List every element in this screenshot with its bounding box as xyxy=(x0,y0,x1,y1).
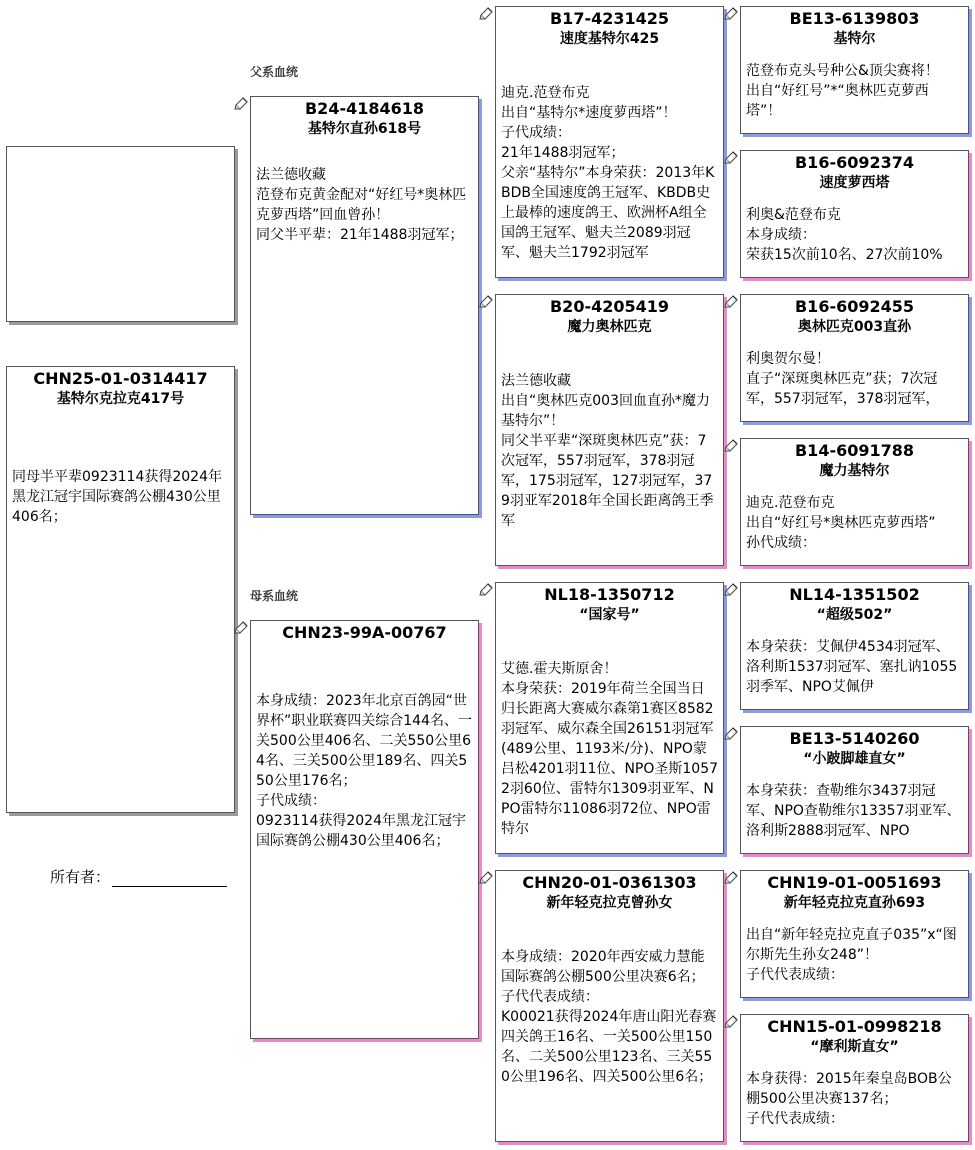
photo-placeholder xyxy=(6,146,235,322)
ggp-dds-info: 出自“新年轻克拉克直子035”x“图尔斯先生孙女248”！ 子代代表成绩： xyxy=(746,927,957,983)
ggp-sds-name: 奥林匹克003直孙 xyxy=(797,319,912,335)
ggp-ddd-card[interactable] xyxy=(740,1014,969,1142)
edit-icon[interactable] xyxy=(724,582,738,596)
owner-line[interactable] xyxy=(112,872,227,887)
gp-ss-ring: B17-4231425 xyxy=(549,9,670,28)
ggp-dsd-name: “小跛脚雄直女” xyxy=(803,751,906,767)
dam-info: 本身成绩：2023年北京百鸽园“世界杯”职业联赛四关综合144名、一关500公里406名、二关550公里64名、三关500公里189名、四关550公里176名； 子代成绩： 0923114获得2024年黑龙江冠宇国际赛鸽公棚430公里406名； xyxy=(256,693,472,849)
ggp-ssd-ring: B16-6092374 xyxy=(794,153,915,172)
ggp-sds-info: 利奥贺尔曼！ 直子“深斑奥林匹克”获；7次冠军，557羽冠军，378羽冠军， xyxy=(746,351,940,407)
ggp-sdd-ring: B14-6091788 xyxy=(794,441,915,460)
owner-label: 所有者： xyxy=(50,868,111,886)
gp-sire-sire-card[interactable] xyxy=(495,6,724,278)
edit-icon[interactable] xyxy=(479,870,493,884)
edit-icon[interactable] xyxy=(479,582,493,596)
ggp-ddd-name: “摩利斯直女” xyxy=(810,1039,899,1055)
edit-icon[interactable] xyxy=(724,1014,738,1028)
sire-info: 法兰德收藏 范登布克黄金配对“好红号*奥林匹克萝西塔”回血曾孙！ 同父半平辈：21年1488羽冠军； xyxy=(256,167,467,243)
sire-line-label: 父系血统 xyxy=(250,65,299,79)
dam-line-label: 母系血统 xyxy=(250,589,299,603)
edit-icon[interactable] xyxy=(724,294,738,308)
gp-dam-dam-card[interactable] xyxy=(495,870,724,1142)
subject-ring: CHN25-01-0314417 xyxy=(33,369,208,388)
ggp-dsd-ring: BE13-5140260 xyxy=(789,729,920,748)
ggp-dss-info: 本身荣获：艾佩伊4534羽冠军、洛利斯1537羽冠军、塞扎讷1055羽季军、NPO艾佩伊 xyxy=(746,639,958,695)
gp-ds-name: “国家号” xyxy=(579,607,640,623)
ggp-dds-card[interactable] xyxy=(740,870,969,998)
ggp-ssd-name: 速度萝西塔 xyxy=(819,175,890,191)
subject-card[interactable] xyxy=(6,366,235,813)
gp-sire-dam-card[interactable] xyxy=(495,294,724,566)
sire-ring: B24-4184618 xyxy=(304,99,425,118)
ggp-dds-name: 新年轻克拉克直孙693 xyxy=(783,895,926,911)
dam-card[interactable] xyxy=(250,620,479,1039)
edit-icon[interactable] xyxy=(724,6,738,20)
ggp-ssd-info: 利奥&范登布克 本身成绩： 荣获15次前10名、27次前10% xyxy=(746,207,943,263)
ggp-dss-ring: NL14-1351502 xyxy=(789,585,920,604)
gp-sd-ring: B20-4205419 xyxy=(549,297,670,316)
ggp-dsd-card[interactable] xyxy=(740,726,969,854)
ggp-sss-card[interactable] xyxy=(740,6,969,134)
sire-card[interactable] xyxy=(250,96,479,515)
edit-icon[interactable] xyxy=(724,438,738,452)
edit-icon[interactable] xyxy=(479,6,493,20)
gp-ss-info: 迪克.范登布克 出自“基特尔*速度萝西塔”！ 子代成绩： 21年1488羽冠军； 父亲“基特尔”本身荣获：2013年KBDB全国速度鸽王冠军、KBDB史上最棒的速度鸽王、欧洲杯A组全国鸽王冠军、魁夫兰2089羽冠军、魁夫兰1792羽冠军 xyxy=(501,85,715,261)
gp-dd-ring: CHN20-01-0361303 xyxy=(522,873,697,892)
gp-sd-name: 魔力奥林匹克 xyxy=(567,319,652,335)
dam-ring: CHN23-99A-00767 xyxy=(282,623,447,642)
ggp-sss-info: 范登布克头号种公&顶尖赛将！ 出自“好红号”*“奥林匹克萝西塔”！ xyxy=(746,63,939,119)
edit-icon[interactable] xyxy=(724,870,738,884)
ggp-sss-name: 基特尔 xyxy=(833,31,876,47)
edit-icon[interactable] xyxy=(234,96,248,110)
ggp-dss-card[interactable] xyxy=(740,582,969,710)
gp-dd-info: 本身成绩：2020年西安威力慧能国际赛鸽公棚500公里决赛6名； 子代代表成绩： K00021获得2024年唐山阳光春赛四关鸽王16名、一关500公里150名、二关500公里123名、三关550公里196名、四关500公里6名； xyxy=(501,949,717,1085)
edit-icon[interactable] xyxy=(234,620,248,634)
ggp-ddd-ring: CHN15-01-0998218 xyxy=(767,1017,942,1036)
ggp-sdd-name: 魔力基特尔 xyxy=(819,463,890,479)
subject-info: 同母半平辈0923114获得2024年黑龙江冠宇国际赛鸽公棚430公里406名； xyxy=(12,469,222,525)
gp-sd-info: 法兰德收藏 出自“奥林匹克003回血直孙*魔力基特尔”！ 同父半平辈“深斑奥林匹克”获：7次冠军，557羽冠军，378羽冠军，175羽冠军，127羽冠军，379羽亚军2018年全国长距离鸽王季军 xyxy=(501,373,714,529)
ggp-dds-ring: CHN19-01-0051693 xyxy=(767,873,942,892)
edit-icon[interactable] xyxy=(724,150,738,164)
ggp-dss-name: “超级502” xyxy=(816,607,893,623)
subject-name: 基特尔克拉克417号 xyxy=(56,391,185,407)
gp-ds-ring: NL18-1350712 xyxy=(544,585,675,604)
ggp-sds-card[interactable] xyxy=(740,294,969,422)
ggp-dsd-info: 本身荣获：查勒维尔3437羽冠军、NPO查勒维尔13357羽亚军、洛利斯2888羽冠军、NPO xyxy=(746,783,961,839)
gp-dam-sire-card[interactable] xyxy=(495,582,724,854)
ggp-sdd-info: 迪克.范登布克 出自“好红号*奥林匹克萝西塔” 孙代成绩： xyxy=(746,495,936,551)
ggp-ddd-info: 本身获得：2015年秦皇岛BOB公棚500公里决赛137名； 子代代表成绩： xyxy=(746,1071,952,1127)
owner-field xyxy=(50,866,227,887)
gp-ss-name: 速度基特尔425 xyxy=(559,31,660,47)
sire-name: 基特尔直孙618号 xyxy=(307,121,422,137)
edit-icon[interactable] xyxy=(479,294,493,308)
ggp-sss-ring: BE13-6139803 xyxy=(789,9,920,28)
ggp-ssd-card[interactable] xyxy=(740,150,969,278)
gp-ds-info: 艾德.霍夫斯原舍！ 本身荣获：2019年荷兰全国当日归长距离大赛威尔森第1赛区8582羽冠军、威尔森全国26151羽冠军(489公里、1193米/分)、NPO蒙吕松4201羽11位、NPO圣斯10572羽60位、雷特尔1309羽亚军、NPO雷特尔11086羽72位、NPO雷特尔 xyxy=(501,661,719,837)
edit-icon[interactable] xyxy=(724,726,738,740)
gp-dd-name: 新年轻克拉克曾孙女 xyxy=(546,895,673,911)
ggp-sdd-card[interactable] xyxy=(740,438,969,566)
ggp-sds-ring: B16-6092455 xyxy=(794,297,915,316)
